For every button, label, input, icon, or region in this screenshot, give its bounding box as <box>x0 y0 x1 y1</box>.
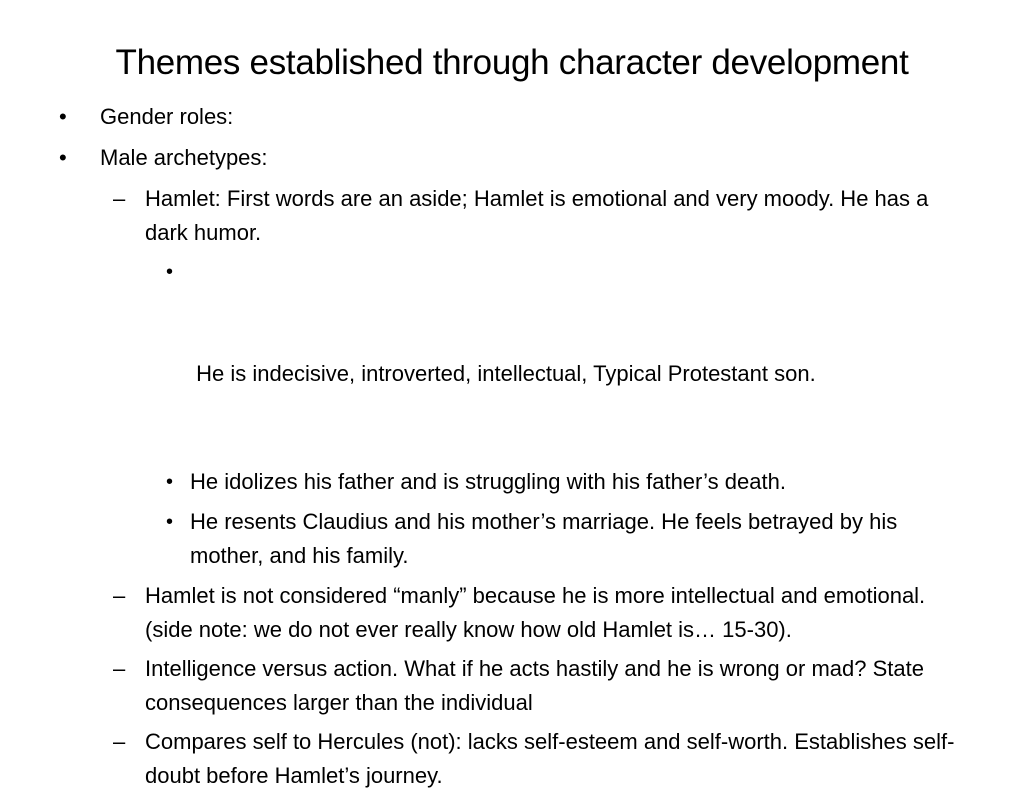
bullet-item-male-archetypes <box>56 141 966 175</box>
dash-marker: – <box>113 583 126 608</box>
sub-item-intelligence-vs-action <box>56 652 966 720</box>
sub-sub-item-text: He resents Claudius and his mother’s marriage. He feels betrayed by his mother, and his family. <box>190 509 898 568</box>
bullet-marker: • <box>59 145 67 170</box>
sub-item-text: Compares self to Hercules (not): lacks self-esteem and self-worth. Establishes self-doubt before Hamlet’s journey. <box>145 729 955 788</box>
bullet-marker: • <box>59 104 67 129</box>
bullet-marker: • <box>166 511 174 533</box>
sub-sub-item-text: He is indecisive, introverted, intellectual, Typical Protestant son. <box>190 361 816 386</box>
sub-sub-item-resents-claudius <box>56 505 966 573</box>
bullet-list <box>56 100 966 798</box>
sub-item-not-manly <box>56 579 966 647</box>
slide-title: Themes established through character development <box>115 43 909 82</box>
sub-item-text: Hamlet: First words are an aside; Hamlet is emotional and very moody. He has a dark humor. <box>145 186 929 245</box>
bullet-marker: • <box>166 261 174 283</box>
sub-item-hamlet-first-words <box>56 182 966 250</box>
bullet-text: Male archetypes: <box>100 145 268 170</box>
dash-marker: – <box>113 729 126 754</box>
dash-marker: – <box>113 186 126 211</box>
dash-marker: – <box>113 656 126 681</box>
bullet-text: Gender roles: <box>100 104 234 129</box>
sub-sub-item-text: He idolizes his father and is struggling with his father’s death. <box>190 469 786 494</box>
sub-sub-item-indecisive <box>56 255 966 459</box>
sub-item-compares-to-hercules <box>56 725 966 793</box>
bullet-marker: • <box>166 471 174 493</box>
sub-item-text: Hamlet is not considered “manly” because he is more intellectual and emotional. (side note: we do not ever really know how old Hamlet is… 15-30). <box>145 583 926 642</box>
sub-sub-item-idolizes-father <box>56 465 966 499</box>
bullet-item-gender-roles <box>56 100 966 134</box>
sub-item-text: Intelligence versus action. What if he acts hastily and he is wrong or mad? State consequences larger than the individual <box>145 656 924 715</box>
